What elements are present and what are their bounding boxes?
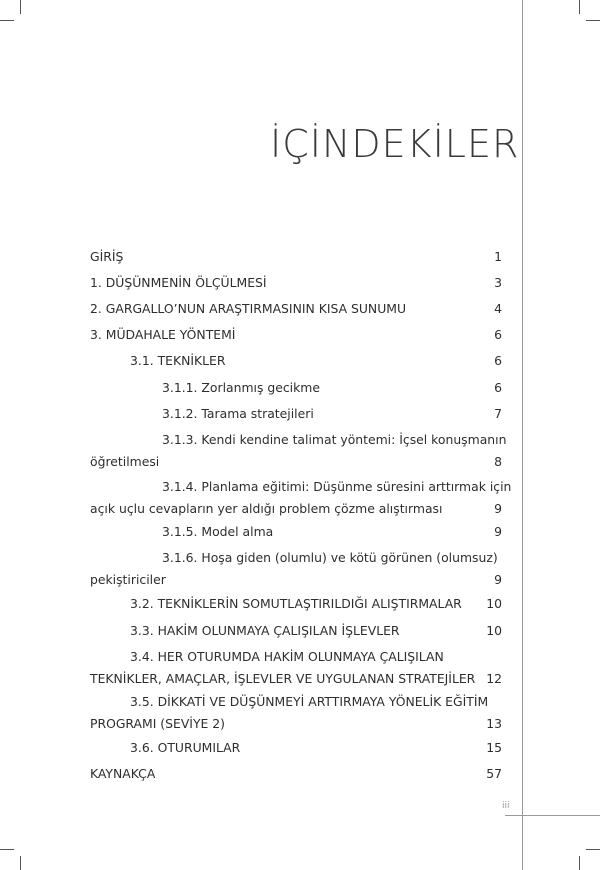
toc-entry-title: 1. DÜŞÜNMENİN ÖLÇÜLMESİ bbox=[90, 275, 267, 290]
toc-entry-title: 3.1.6. Hoşa giden (olumlu) ve kötü görünen (olumsuz) bbox=[162, 550, 498, 565]
toc-entry-title: 2. GARGALLO’NUN ARAŞTIRMASININ KISA SUNUMU bbox=[90, 301, 407, 316]
toc-entry-continuation: PROGRAMI (SEVİYE 2) bbox=[90, 716, 226, 731]
toc-entry-page: 9 bbox=[494, 501, 502, 516]
toc-entry-page: 6 bbox=[494, 380, 502, 395]
toc-entry-continuation: pekiştiriciler bbox=[90, 572, 166, 587]
toc-entry-continuation: öğretilmesi bbox=[90, 454, 160, 469]
toc-entry-title: 3.5. DİKKATİ VE DÜŞÜNMEYİ ARTTIRMAYA YÖNELİK EĞİTİM bbox=[130, 694, 489, 709]
toc-entry-title: 3.1.4. Planlama eğitimi: Düşünme süresini arttırmak için bbox=[162, 479, 512, 494]
toc-entry-page: 57 bbox=[486, 766, 502, 781]
toc-entry-page: 12 bbox=[486, 671, 502, 686]
toc-entry-continuation: TEKNİKLER, AMAÇLAR, İŞLEVLER VE UYGULANAN STRATEJİLER bbox=[90, 671, 476, 686]
toc-entry-page: 1 bbox=[494, 249, 502, 264]
toc-entry-title: 3.1. TEKNİKLER bbox=[130, 353, 226, 368]
toc-entry-continuation: açık uçlu cevapların yer aldığı problem çözme alıştırması bbox=[90, 501, 443, 516]
page-title: İÇİNDEKİLER bbox=[270, 122, 520, 166]
toc-entry-title: 3.4. HER OTURUMDA HAKİM OLUNMAYA ÇALIŞILAN bbox=[130, 649, 444, 664]
toc-entry-page: 8 bbox=[494, 454, 502, 469]
toc-entry-page: 10 bbox=[486, 596, 502, 611]
toc-entry-page: 9 bbox=[494, 572, 502, 587]
toc-entry-title: GİRİŞ bbox=[90, 249, 124, 264]
toc-entry-page: 6 bbox=[494, 327, 502, 342]
toc-entry-title: 3.2. TEKNİKLERİN SOMUTLAŞTIRILDIĞI ALIŞTIRMALAR bbox=[130, 596, 462, 611]
toc-entry-page: 15 bbox=[486, 740, 502, 755]
toc-entry-page: 7 bbox=[494, 406, 502, 421]
toc-entry-title: 3.1.2. Tarama stratejileri bbox=[162, 406, 314, 421]
page-number: iii bbox=[502, 801, 510, 811]
toc-entry-page: 6 bbox=[494, 353, 502, 368]
toc-entry-title: 3.3. HAKİM OLUNMAYA ÇALIŞILAN İŞLEVLER bbox=[130, 623, 400, 638]
toc-entry-title: 3.1.3. Kendi kendine talimat yöntemi: İçsel konuşmanın bbox=[162, 432, 507, 447]
toc-entry-page: 9 bbox=[494, 524, 502, 539]
toc-entry-title: 3.1.1. Zorlanmış gecikme bbox=[162, 380, 320, 395]
toc-entry-title: 3.6. OTURUMILAR bbox=[130, 740, 241, 755]
toc-entry-page: 10 bbox=[486, 623, 502, 638]
toc-entry-page: 3 bbox=[494, 275, 502, 290]
toc-entry-title: 3.1.5. Model alma bbox=[162, 524, 274, 539]
toc-entry-page: 4 bbox=[494, 301, 502, 316]
toc-entry-page: 13 bbox=[486, 716, 502, 731]
toc-entry-title: KAYNAKÇA bbox=[90, 766, 156, 781]
toc-entry-title: 3. MÜDAHALE YÖNTEMİ bbox=[90, 327, 236, 342]
